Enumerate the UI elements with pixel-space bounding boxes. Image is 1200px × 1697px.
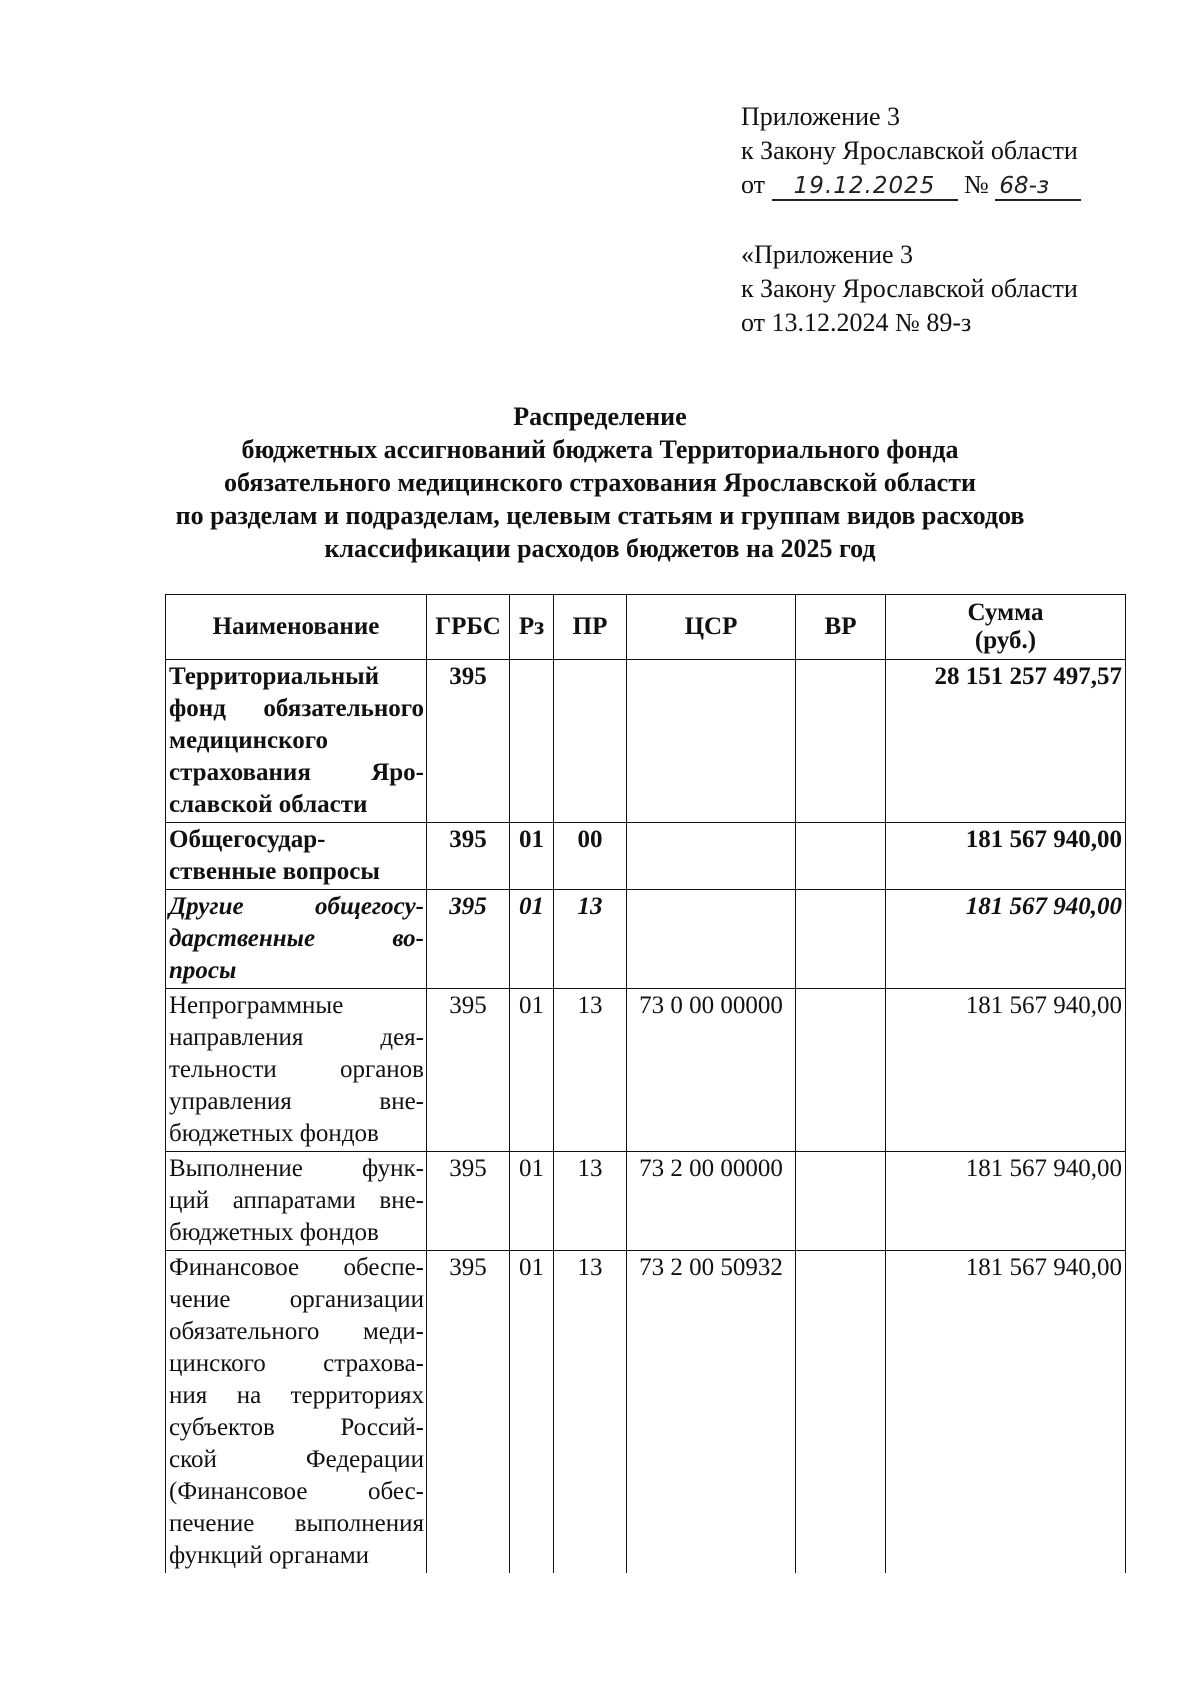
cell-csr: [627, 823, 796, 890]
cell-name-line: дарственные во-: [169, 925, 424, 952]
cell-vr: [796, 989, 886, 1152]
cell-name-line: Общегосудар-: [169, 826, 326, 853]
cell-csr: 73 2 00 00000: [627, 1152, 796, 1251]
table-row: [166, 1152, 1126, 1251]
cell-csr: 73 0 00 00000: [627, 989, 796, 1152]
table-row: [166, 989, 1126, 1152]
table-row: [166, 890, 1126, 989]
cell-name-line: ций аппаратами вне-: [169, 1187, 424, 1214]
cell-name-line: бюджетных фондов: [169, 1219, 379, 1246]
handwritten-date: 19.12.2025: [772, 173, 958, 201]
cell-csr: [627, 660, 796, 823]
table-body: [166, 660, 1126, 1574]
cell-name-line: Непрограммные: [169, 992, 344, 1019]
cell-name-line: цинского страхова-: [169, 1350, 424, 1377]
cell-name: [166, 890, 427, 989]
cell-name-line: бюджетных фондов: [169, 1120, 379, 1147]
cell-name: [166, 823, 427, 890]
cell-sum: 181 567 940,00: [886, 890, 1126, 989]
cell-name-line: медицинского: [169, 727, 328, 754]
header-sum-line2: (руб.): [974, 627, 1037, 654]
cell-name-line: Финансовое обеспе-: [169, 1254, 424, 1281]
number-sign: №: [964, 170, 989, 199]
cell-name-line: субъектов Россий-: [169, 1414, 424, 1441]
cell-pr: 00: [554, 823, 627, 890]
header-sum-line1: Сумма: [967, 599, 1044, 626]
cell-rz: 01: [510, 1251, 554, 1574]
cell-name-line: Выполнение функ-: [169, 1155, 424, 1182]
cell-grbs: 395: [427, 1251, 510, 1574]
cell-name-line: ской Федерации: [169, 1446, 424, 1473]
cell-pr: [554, 660, 627, 823]
cell-rz: 01: [510, 989, 554, 1152]
from-prefix: от: [741, 170, 766, 199]
cell-pr: 13: [554, 1251, 627, 1574]
table-row: [166, 1251, 1126, 1574]
title-line5: классификации расходов бюджетов на 2025 год: [324, 534, 876, 563]
appendix-current-date-line: [741, 168, 1181, 202]
appendix-original-line2: к Закону Ярославской области: [741, 274, 1078, 303]
cell-name-line: печение выполнения: [169, 1510, 424, 1537]
cell-name-line: управления вне-: [169, 1088, 424, 1115]
cell-csr: 73 2 00 50932: [627, 1251, 796, 1574]
cell-name-line: просы: [169, 957, 237, 984]
cell-name-line: чение организации: [169, 1286, 424, 1313]
cell-name-line: ственные вопросы: [169, 858, 380, 885]
cell-sum: 181 567 940,00: [886, 1251, 1126, 1574]
appendix-original-line1: «Приложение 3: [741, 240, 914, 269]
cell-name: [166, 1251, 427, 1574]
title-line4: по разделам и подразделам, целевым статьям и группам видов расходов: [175, 501, 1025, 530]
appendix-current-block: [741, 100, 1181, 202]
cell-grbs: 395: [427, 1152, 510, 1251]
cell-name-line: обязательного меди-: [169, 1318, 424, 1345]
cell-name-line: направления дея-: [169, 1024, 424, 1051]
table-row: [166, 660, 1126, 823]
header-sum: [886, 595, 1126, 660]
cell-sum: 181 567 940,00: [886, 823, 1126, 890]
header-pr: ПР: [554, 595, 627, 660]
title-line3: обязательного медицинского страхования Ярославской области: [224, 468, 976, 497]
cell-rz: 01: [510, 823, 554, 890]
cell-vr: [796, 660, 886, 823]
cell-pr: 13: [554, 1152, 627, 1251]
header-name: Наименование: [166, 595, 427, 660]
cell-rz: [510, 660, 554, 823]
cell-grbs: 395: [427, 989, 510, 1152]
cell-grbs: 395: [427, 823, 510, 890]
cell-name-line: Другие общегосу-: [169, 893, 424, 920]
header-grbs: ГРБС: [427, 595, 510, 660]
cell-name-line: (Финансовое обес-: [169, 1478, 424, 1505]
table-header-row: [166, 595, 1126, 660]
appendix-original-line3: от 13.12.2024 № 89-з: [741, 308, 972, 337]
budget-allocation-table: [165, 594, 1126, 1573]
cell-pr: 13: [554, 890, 627, 989]
cell-name: [166, 1152, 427, 1251]
cell-pr: 13: [554, 989, 627, 1152]
cell-sum: 28 151 257 497,57: [886, 660, 1126, 823]
appendix-original-block: [741, 238, 1181, 340]
cell-name-line: фонд обязательного: [169, 695, 424, 722]
document-title: [100, 400, 1100, 565]
cell-grbs: 395: [427, 890, 510, 989]
title-line1: Распределение: [513, 402, 687, 431]
cell-name-line: Территориальный: [169, 663, 380, 690]
cell-rz: 01: [510, 890, 554, 989]
header-rz: Рз: [510, 595, 554, 660]
cell-vr: [796, 1251, 886, 1574]
header-vr: ВР: [796, 595, 886, 660]
cell-name: [166, 660, 427, 823]
cell-rz: 01: [510, 1152, 554, 1251]
cell-name-line: тельности органов: [169, 1056, 424, 1083]
cell-name-line: функций органами: [169, 1542, 370, 1569]
table-row: [166, 823, 1126, 890]
handwritten-number: 68-з: [995, 173, 1081, 201]
cell-name-line: ния на территориях: [169, 1382, 424, 1409]
cell-csr: [627, 890, 796, 989]
cell-vr: [796, 1152, 886, 1251]
cell-sum: 181 567 940,00: [886, 989, 1126, 1152]
header-csr: ЦСР: [627, 595, 796, 660]
cell-name-line: славской области: [169, 791, 368, 818]
cell-vr: [796, 823, 886, 890]
cell-name: [166, 989, 427, 1152]
cell-grbs: 395: [427, 660, 510, 823]
cell-name-line: страхования Яро-: [169, 759, 424, 786]
cell-vr: [796, 890, 886, 989]
title-line2: бюджетных ассигнований бюджета Территориального фонда: [241, 435, 959, 464]
appendix-current-line1: Приложение 3: [741, 102, 901, 131]
appendix-current-line2: к Закону Ярославской области: [741, 136, 1078, 165]
cell-sum: 181 567 940,00: [886, 1152, 1126, 1251]
